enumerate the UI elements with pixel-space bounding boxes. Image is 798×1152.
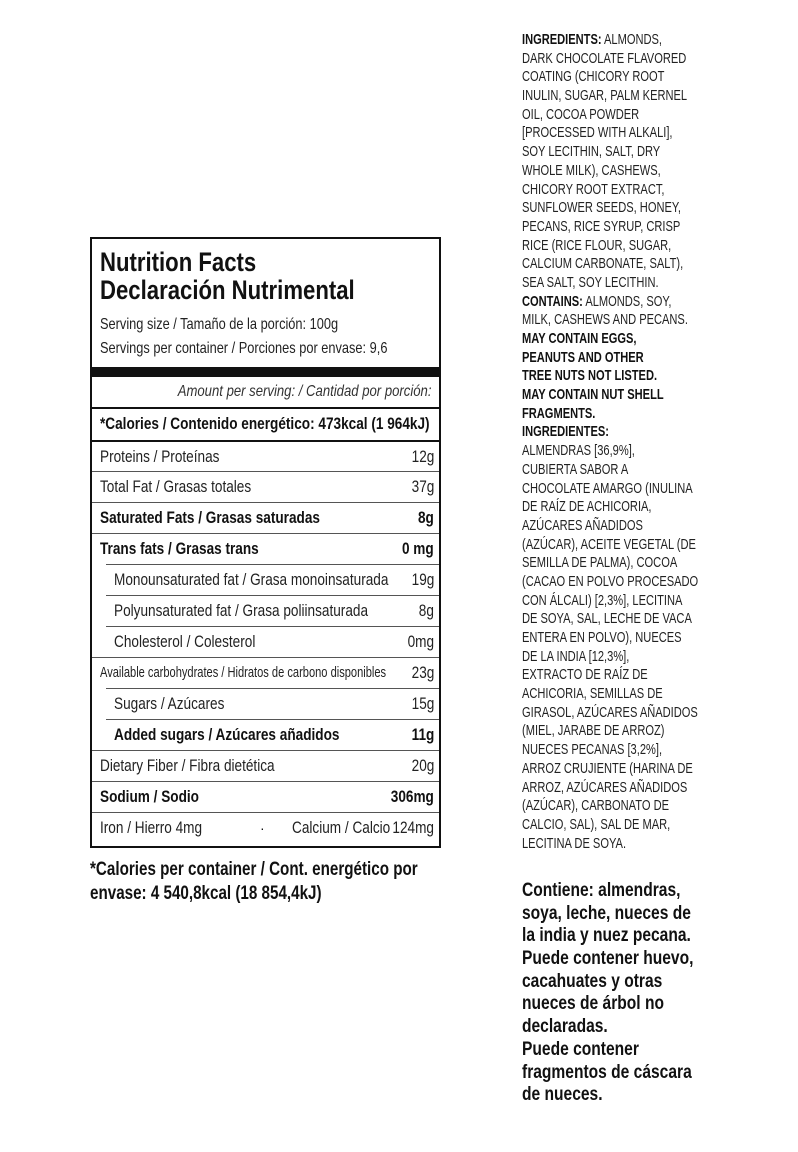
footnote-line: *Calories per container / Cont. energético por <box>90 859 418 880</box>
servings-per-container: Servings per container / Porciones por envase: 9,6 <box>100 340 388 357</box>
amount-per-serving: Amount per serving: / Cantidad por porción: <box>177 383 431 400</box>
ingredients-line <box>522 106 707 125</box>
ingredients-line <box>522 517 707 536</box>
ingredients-line <box>522 760 707 779</box>
ingredients-line <box>522 87 707 106</box>
ingredients-bold-text: PEANUTS AND OTHER <box>522 348 644 366</box>
title-spanish: Declaración Nutrimental <box>100 275 355 305</box>
row-value: 0mg <box>407 632 434 651</box>
ingredients-text: CON ÁLCALI) [2,3%], LECITINA <box>522 591 683 609</box>
ingredients-text: NUECES PECANAS [3,2%], <box>522 741 663 759</box>
contiene-block <box>522 880 782 1107</box>
ingredients-text: SEMILLA DE PALMA), COCOA <box>522 554 678 572</box>
ingredients-block <box>522 31 772 853</box>
row-value: 8g <box>418 601 434 620</box>
row-label: Monounsaturated fat / Grasa monoinsaturada <box>114 570 389 589</box>
ingredients-line <box>522 741 707 760</box>
ingredients-line <box>522 536 707 555</box>
row-label: Proteins / Proteínas <box>100 447 220 466</box>
row-value: 19g <box>411 570 434 589</box>
ingredients-line <box>522 442 707 461</box>
ingredients-line <box>522 704 707 723</box>
ingredients-text: SUNFLOWER SEEDS, HONEY, <box>522 199 681 217</box>
ingredients-bold-text: TREE NUTS NOT LISTED. <box>522 367 658 385</box>
ingredients-text: GIRASOL, AZÚCARES AÑADIDOS <box>522 703 698 721</box>
ingredients-bold-text: MAY CONTAIN EGGS, <box>522 330 637 347</box>
allergen-line: fragmentos de cáscara <box>522 1061 692 1083</box>
row-value: 306mg <box>390 787 434 806</box>
ingredients-text: (MIEL, JARABE DE ARROZ) <box>522 722 665 740</box>
ingredients-line <box>522 685 707 704</box>
allergen-line: Puede contener huevo, <box>522 948 694 970</box>
row-cholesterol <box>106 626 439 657</box>
row-added-sugars <box>106 719 439 750</box>
row-dietary-fiber <box>92 750 439 781</box>
ingredients-text: CALCIUM CARBONATE, SALT), <box>522 255 684 273</box>
row-label: Trans fats / Grasas trans <box>100 539 259 558</box>
ingredients-bold-text: INGREDIENTS: <box>522 31 602 48</box>
ingredients-text: COATING (CHICORY ROOT <box>522 68 665 86</box>
ingredients-line <box>522 293 707 312</box>
ingredients-line <box>522 797 707 816</box>
ingredients-text: AZÚCARES AÑADIDOS <box>522 516 643 534</box>
ingredients-line <box>522 162 707 181</box>
row-label: Available carbohydrates / Hidratos de carbono disponibles <box>100 664 387 681</box>
ingredients-line <box>522 498 707 517</box>
row-label: Cholesterol / Colesterol <box>114 632 256 651</box>
ingredients-text: PECANS, RICE SYRUP, CRISP <box>522 217 681 235</box>
allergen-line: nueces de árbol no <box>522 993 664 1015</box>
row-value: 12g <box>411 447 434 466</box>
nutrition-facts-panel <box>90 237 441 848</box>
ingredients-text: CHOCOLATE AMARGO (INULINA <box>522 479 693 497</box>
separator-dot: · <box>260 820 265 836</box>
ingredients-text: DE SOYA, SAL, LECHE DE VACA <box>522 610 692 628</box>
ingredients-text: ALMONDS, SOY, <box>582 292 672 310</box>
row-label: *Calories / Contenido energético: 473kcal (1 964kJ) <box>100 414 430 433</box>
ingredients-line <box>522 648 707 667</box>
ingredients-text: DE RAÍZ DE ACHICORIA, <box>522 498 652 516</box>
row-label: Sugars / Azúcares <box>114 694 225 713</box>
row-value: 11g <box>411 725 434 744</box>
ingredients-line <box>522 199 707 218</box>
ingredients-line <box>522 50 707 69</box>
ingredients-text: (AZÚCAR), CARBONATO DE <box>522 797 669 815</box>
row-polyunsaturated-fat <box>106 595 439 626</box>
ingredients-line <box>522 423 707 442</box>
ingredients-line <box>522 143 707 162</box>
ingredients-line <box>522 779 707 798</box>
ingredients-text: (CACAO EN POLVO PROCESADO <box>522 572 699 590</box>
row-label: Total Fat / Grasas totales <box>100 477 252 496</box>
row-label: Sodium / Sodio <box>100 787 199 806</box>
row-trans-fats <box>92 533 439 564</box>
row-middle-label: Calcium / Calcio <box>292 818 391 837</box>
ingredients-line <box>522 835 707 854</box>
row-saturated-fats <box>92 502 439 533</box>
row-value: 23g <box>411 663 434 682</box>
row-label: Saturated Fats / Grasas saturadas <box>100 508 320 527</box>
ingredients-text: WHOLE MILK), CASHEWS, <box>522 161 661 179</box>
ingredients-line <box>522 480 707 499</box>
ingredients-text: EXTRACTO DE RAÍZ DE <box>522 666 648 684</box>
ingredients-line <box>522 386 707 405</box>
ingredients-text: INULIN, SUGAR, PALM KERNEL <box>522 87 688 105</box>
allergen-line: soya, leche, nueces de <box>522 902 691 924</box>
row-label: Dietary Fiber / Fibra dietética <box>100 756 275 775</box>
ingredients-line <box>522 405 707 424</box>
ingredients-text: CALCIO, SAL), SAL DE MAR, <box>522 815 671 833</box>
ingredients-line <box>522 554 707 573</box>
ingredients-line <box>522 68 707 87</box>
ingredients-line <box>522 330 707 349</box>
row-label: Polyunsaturated fat / Grasa poliinsaturada <box>114 601 369 620</box>
ingredients-text: (AZÚCAR), ACEITE VEGETAL (DE <box>522 535 696 553</box>
calories-per-container-footnote <box>90 858 440 906</box>
row-value: 124mg <box>392 818 434 837</box>
ingredients-text: ARROZ, AZÚCARES AÑADIDOS <box>522 778 688 796</box>
ingredients-text: ACHICORIA, SEMILLAS DE <box>522 685 663 703</box>
row-sodium <box>92 781 439 812</box>
row-proteins <box>92 440 439 471</box>
ingredients-line <box>522 666 707 685</box>
allergen-line: Contiene: almendras, <box>522 880 681 901</box>
ingredients-line <box>522 218 707 237</box>
ingredients-line <box>522 367 707 386</box>
ingredients-text: ARROZ CRUJIENTE (HARINA DE <box>522 759 693 777</box>
allergen-line: Puede contener <box>522 1038 639 1060</box>
ingredients-line <box>522 274 707 293</box>
row-sugars <box>106 688 439 719</box>
ingredients-line <box>522 816 707 835</box>
serving-size: Serving size / Tamaño de la porción: 100g <box>100 316 339 333</box>
ingredients-text: ENTERA EN POLVO), NUECES <box>522 629 682 646</box>
ingredients-line <box>522 181 707 200</box>
ingredients-line <box>522 31 707 50</box>
allergen-line: declaradas. <box>522 1016 608 1038</box>
row-value: 37g <box>411 477 434 496</box>
ingredients-line <box>522 592 707 611</box>
row-monounsaturated-fat <box>106 564 439 595</box>
ingredients-line <box>522 255 707 274</box>
ingredients-bold-text: INGREDIENTES: <box>522 423 609 441</box>
ingredients-text: LECITINA DE SOYA. <box>522 834 627 852</box>
ingredients-line <box>522 237 707 256</box>
ingredients-text: DE LA INDIA [12,3%], <box>522 647 630 665</box>
ingredients-line <box>522 124 707 143</box>
row-iron-calcium <box>92 812 439 843</box>
ingredients-line <box>522 349 707 368</box>
ingredients-text: CUBIERTA SABOR A <box>522 460 629 478</box>
ingredients-line <box>522 629 707 648</box>
row-calories <box>92 409 439 440</box>
ingredients-text: ALMENDRAS [36,9%], <box>522 442 635 460</box>
ingredients-bold-text: MAY CONTAIN NUT SHELL <box>522 386 664 404</box>
thick-divider <box>92 367 439 377</box>
title-english: Nutrition Facts <box>100 247 257 277</box>
row-value: 0 mg <box>402 539 434 558</box>
ingredients-text: OIL, COCOA POWDER <box>522 105 640 123</box>
ingredients-text: CHICORY ROOT EXTRACT, <box>522 180 665 198</box>
row-value: 15g <box>411 694 434 713</box>
row-available-carbohydrates <box>92 657 439 688</box>
ingredients-text: SEA SALT, SOY LECITHIN. <box>522 273 659 291</box>
ingredients-bold-text: FRAGMENTS. <box>522 404 596 422</box>
row-value: 8g <box>418 508 434 527</box>
row-value: 20g <box>411 756 434 775</box>
allergen-line: cacahuates y otras <box>522 970 663 992</box>
ingredients-text: MILK, CASHEWS AND PECANS. <box>522 311 688 329</box>
ingredients-line <box>522 573 707 592</box>
ingredients-line <box>522 722 707 741</box>
row-label: Added sugars / Azúcares añadidos <box>114 725 340 744</box>
ingredients-text: SOY LECITHIN, SALT, DRY <box>522 143 661 161</box>
ingredients-text: ALMONDS, <box>601 31 663 48</box>
ingredients-text: [PROCESSED WITH ALKALI], <box>522 124 673 142</box>
ingredients-line <box>522 610 707 629</box>
ingredients-bold-text: CONTAINS: <box>522 292 583 310</box>
row-total-fat <box>92 471 439 502</box>
ingredients-text: RICE (RICE FLOUR, SUGAR, <box>522 236 672 254</box>
ingredients-line <box>522 461 707 480</box>
footnote-line: envase: 4 540,8kcal (18 854,4kJ) <box>90 883 322 904</box>
row-label: Iron / Hierro 4mg <box>100 818 203 837</box>
ingredients-text: DARK CHOCOLATE FLAVORED <box>522 49 687 67</box>
allergen-line: la india y nuez pecana. <box>522 925 691 947</box>
ingredients-line <box>522 311 707 330</box>
allergen-line: de nueces. <box>522 1084 603 1106</box>
